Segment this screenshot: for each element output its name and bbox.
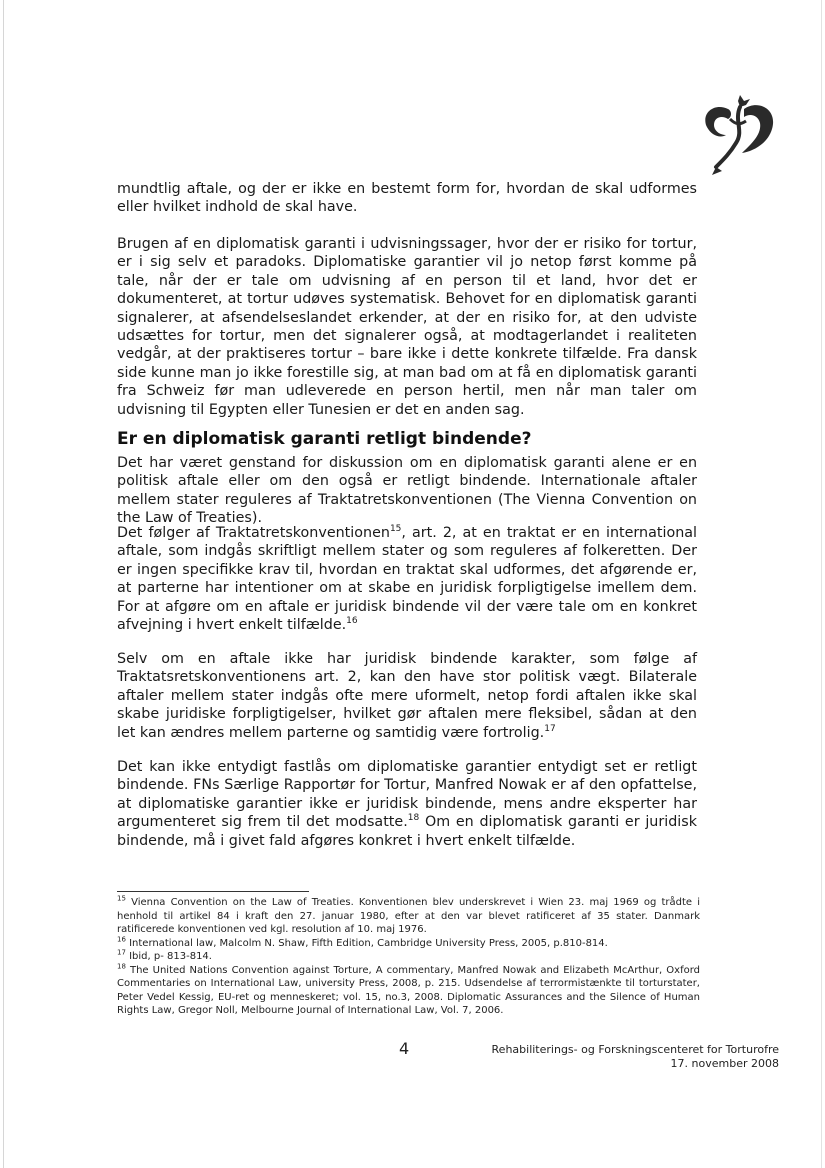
footnote-ref-17[interactable]: 17: [544, 723, 556, 734]
footnote-16: [117, 937, 700, 951]
footnote-ref-18[interactable]: 18: [407, 813, 420, 824]
organisation-logo-icon: [700, 95, 780, 175]
paragraph-2-text: Brugen af en diplomatisk garanti i udvisningssager, hvor der er risiko for tortur, er i sig selv et paradoks. Diplomatiske garantier vil jo netop først komme på tale, når der er tale om udvisning af en person til et land, hvor det er dokumenteret, at tortur udøves systematisk. Behovet for en diplomatisk garanti signalerer, at afsendelseslandet erkender, at der en risiko for, at den udviste udsættes for tortur, men det signalerer også, at modtagerlandet i realiteten vedgår, at der praktiseres tortur – bare ikke i dette konkrete tilfælde. Fra dansk side kunne man jo ikke forestille sig, at man bad om at få en diplomatisk garanti fra Schweiz før man udleverede en person hertil, men når man taler om udvisning til Egypten eller Tunesien er det en anden sag.: [117, 236, 697, 418]
footnote-number: 16: [117, 935, 126, 944]
footnote-15: [117, 896, 700, 937]
paragraph-5-text-a: Selv om en aftale ikke har juridisk bindende karakter, som følge af Traktatsretskonventionens art. 2, kan den have stor politisk vægt. Bilaterale aftaler mellem stater indgås ofte mere uformelt, netop fordi aftalen ikke skal skabe juridiske forpligtigelser, hvilket gør aftalen mere fleksibel, sådan at den let kan ændres mellem parterne og samtidig være fortrolig.: [117, 651, 697, 741]
paragraph-3-text: Det har været genstand for diskussion om en diplomatisk garanti alene er en politisk aftale eller om den også er retligt bindende. Internationale aftaler mellem stater reguleres af Traktatretskonventionen (The Vienna Convention on the Law of Treaties).: [117, 455, 697, 527]
footer-org-name: Rehabiliterings- og Forskningscenteret for Torturofre: [491, 1043, 779, 1056]
footnote-text: Vienna Convention on the Law of Treaties. Konventionen blev underskrevet i Wien 23. maj 1969 og trådte i henhold til artikel 84 i kraft den 27. januar 1980, efter at den var blevet ratificeret af 35 stater. Danmark ratificerede konventionen ved kgl. resolution af 10. maj 1976.: [117, 897, 700, 935]
scan-edge-left: [3, 0, 4, 1168]
paragraph-2: [117, 235, 697, 419]
paragraph-4: [117, 524, 697, 634]
footnote-number: 15: [117, 894, 126, 903]
paragraph-1: [117, 180, 697, 217]
footnote-number: 17: [117, 948, 126, 957]
footnote-separator: [117, 891, 309, 892]
paragraph-6-text-b: Om en diplomatisk garanti er juridisk bindende, må i givet fald afgøres konkret i hvert enkelt tilfælde.: [117, 814, 697, 849]
paragraph-3: [117, 454, 697, 528]
footnote-text: The United Nations Convention against Torture, A commentary, Manfred Nowak and Elizabeth McArthur, Oxford Commentaries on International Law, university Press, 2008, p. 215. Udsendelse af terrormistænkte til torturstater, Peter Vedel Kessig, EU-ret og menneskeret; vol. 15, no.3, 2008. Diplomatic Assurances and the Silence of Human Rights Law, Gregor Noll, Melbourne Journal of International Law, Vol. 7, 2006.: [117, 964, 700, 1016]
footnotes: [117, 896, 700, 1018]
paragraph-6-text-a: Det kan ikke entydigt fastlås om diplomatiske garantier entydigt set er retligt bindende. FNs Særlige Rapportør for Tortur, Manfred Nowak er af den opfattelse, at diplomatiske garantier ikke er juridisk bindende, mens andre eksperter har argumenteret sig frem til det modsatte.: [117, 759, 697, 831]
paragraph-5: [117, 650, 697, 742]
scan-edge-right: [821, 0, 822, 1168]
paragraph-1-text: mundtlig aftale, og der er ikke en bestemt form for, hvordan de skal udformes eller hvilket indhold de skal have.: [117, 181, 697, 216]
footer-organisation: [492, 1043, 779, 1071]
page-number: 4: [399, 1039, 410, 1058]
footer-date: 17. november 2008: [670, 1057, 779, 1070]
footnote-number: 18: [117, 962, 126, 971]
footnote-text: International law, Malcolm N. Shaw, Fifth Edition, Cambridge University Press, 2005, p.810-814.: [125, 937, 608, 949]
footnote-ref-16[interactable]: 16: [346, 616, 358, 627]
paragraph-4-text-b: , art. 2, at en traktat er en international aftale, som indgås skriftligt mellem stater og som reguleres af folkeretten. Der er ingen specifikke krav til, hvordan en traktat skal udformes, det afgørende er, at parterne har intentioner om at skabe en juridisk forpligtigelse imellem dem. For at afgøre om en aftale er juridisk bindende vil der være tale om en konkret afvejning i hvert enkelt tilfælde.: [117, 525, 697, 634]
section-heading: Er en diplomatisk garanti retligt bindende?: [117, 429, 532, 449]
paragraph-4-text: [117, 524, 697, 634]
footnote-18: [117, 964, 700, 1018]
paragraph-5-text: [117, 650, 697, 742]
paragraph-4-text-a: Det følger af Traktatretskonventionen: [117, 525, 390, 541]
footnote-text: Ibid, p- 813-814.: [125, 951, 212, 962]
footnote-17: [117, 950, 700, 964]
paragraph-6: [117, 758, 697, 850]
paragraph-6-text: [117, 758, 697, 850]
footnote-ref-15[interactable]: 15: [389, 524, 402, 535]
